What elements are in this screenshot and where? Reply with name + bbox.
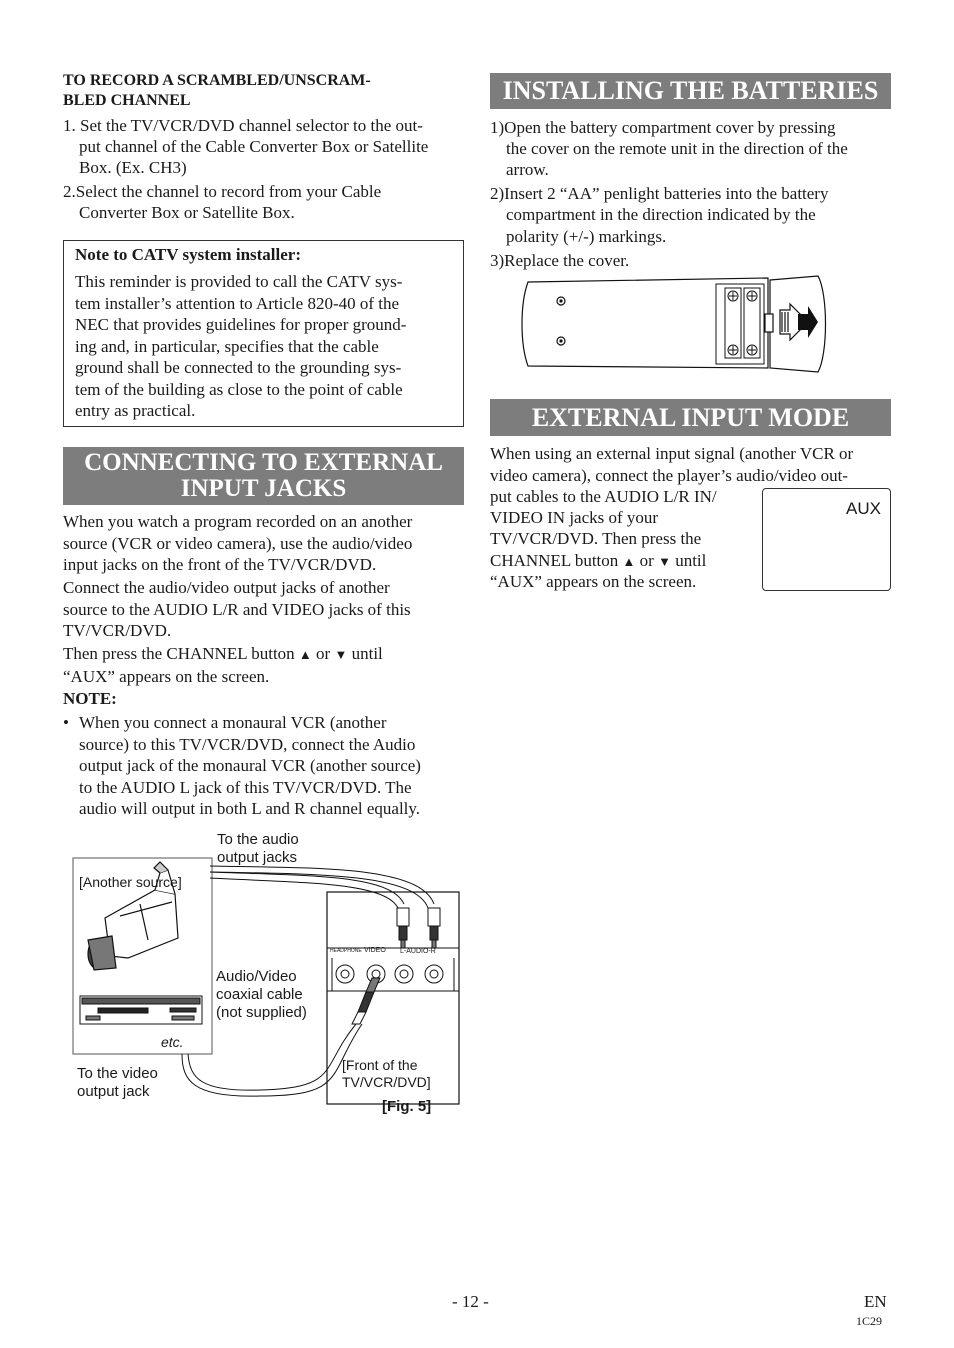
- connecting-para3: [63, 643, 383, 687]
- label-line: (not supplied): [216, 1004, 307, 1021]
- external-banner: EXTERNAL INPUT MODE: [490, 399, 891, 436]
- vcr-icon: [80, 996, 202, 1024]
- connecting-banner-line1: CONNECTING TO EXTERNAL: [84, 449, 443, 476]
- cable-label: [216, 968, 307, 1022]
- step1-line1: 1. Set the TV/VCR/DVD channel selector to the out-: [63, 116, 423, 135]
- catv-note-line: ing and, in particular, specifies that the cable: [75, 336, 379, 356]
- connecting-para2: [63, 577, 411, 642]
- label-line: coaxial cable: [216, 986, 303, 1003]
- ext-line1: When using an external input signal (another VCR or: [490, 444, 854, 463]
- remote-battery-figure: [518, 274, 828, 374]
- catv-note-line: tem installer’s attention to Article 820-40 of the: [75, 293, 400, 313]
- bullet-dot: •: [63, 713, 69, 732]
- page-number: - 12 -: [452, 1292, 489, 1311]
- bat1-line1: 1)Open the battery compartment cover by pressing: [490, 118, 836, 137]
- label-line: [Front of the: [342, 1057, 418, 1073]
- triangle-up-icon: ▲: [298, 647, 312, 662]
- scrambled-heading-line1: TO RECORD A SCRAMBLED/UNSCRAM-: [63, 72, 371, 89]
- aux-screen-text: AUX: [846, 499, 881, 518]
- document-code: 1C29: [856, 1314, 883, 1328]
- step2-line1: 2.Select the channel to record from your Cable: [63, 182, 382, 201]
- para-line: Connect the audio/video output jacks of another: [63, 578, 390, 597]
- triangle-down-icon: ▼: [658, 554, 671, 569]
- catv-note-line: NEC that provides guidelines for proper ground-: [75, 315, 407, 334]
- ext-line4: VIDEO IN jacks of your: [490, 508, 659, 527]
- label-line: TV/VCR/DVD]: [342, 1074, 431, 1090]
- jack-audio-l-icon: [395, 965, 413, 983]
- ext-text: until: [675, 551, 707, 570]
- bat2-line1: 2)Insert 2 “AA” penlight batteries into the battery: [490, 184, 829, 203]
- bat1-line3: arrow.: [506, 160, 549, 179]
- aux-screen-box: [762, 488, 891, 591]
- remote-battery-svg: [518, 274, 828, 374]
- scrambled-heading-line2: BLED CHANNEL: [63, 92, 191, 109]
- triangle-up-icon: ▲: [622, 554, 636, 569]
- ext-line5: TV/VCR/DVD. Then press the: [490, 529, 702, 548]
- catv-note-body: [75, 271, 406, 422]
- note-bullet-text: [79, 712, 421, 820]
- ext-line7: “AUX” appears on the screen.: [490, 572, 697, 591]
- jack-headphone-label: HEADPHONE: [330, 948, 362, 954]
- para3-text: or: [316, 644, 331, 663]
- bat2-line3: polarity (+/-) markings.: [506, 227, 667, 246]
- ext-line6: [490, 550, 706, 573]
- language-code: EN: [864, 1292, 887, 1311]
- fig5-diagram: [60, 828, 470, 1128]
- para3-line2: “AUX” appears on the screen.: [63, 666, 270, 686]
- catv-note-title: Note to CATV system installer:: [75, 245, 301, 264]
- note-line: audio will output in both L and R channel equally.: [79, 799, 421, 818]
- triangle-down-icon: ▼: [334, 647, 348, 662]
- jack-audio-r-icon: [425, 965, 443, 983]
- connecting-banner-line2: INPUT JACKS: [180, 475, 347, 502]
- note-line: to the AUDIO L jack of this TV/VCR/DVD. The: [79, 777, 412, 797]
- label-line: Audio/Video: [216, 968, 297, 985]
- jack-audio-label: L-AUDIO-R: [400, 948, 436, 955]
- catv-note-line: ground shall be connected to the grounding sys-: [75, 358, 402, 377]
- para-line: When you watch a program recorded on an another: [63, 512, 413, 531]
- batteries-banner: INSTALLING THE BATTERIES: [490, 73, 891, 109]
- note-line: When you connect a monaural VCR (another: [79, 713, 387, 732]
- note-line: output jack of the monaural VCR (another source): [79, 756, 421, 775]
- para-line: source (VCR or video camera), use the audio/video: [63, 533, 413, 553]
- note-line: source) to this TV/VCR/DVD, connect the Audio: [79, 734, 416, 754]
- bat1-line2: the cover on the remote unit in the direction of the: [506, 139, 848, 158]
- step1-line3: Box. (Ex. CH3): [79, 158, 187, 177]
- label-line: output jacks: [217, 849, 298, 866]
- audio-output-label: [217, 831, 299, 867]
- fig-label: [Fig. 5]: [382, 1098, 432, 1115]
- etc-label: etc.: [161, 1034, 184, 1050]
- catv-note-line: entry as practical.: [75, 401, 196, 420]
- catv-note-line: tem of the building as close to the point of cable: [75, 379, 403, 399]
- connecting-banner: [63, 447, 464, 505]
- para3-text: until: [351, 644, 383, 663]
- label-line: To the audio: [217, 831, 299, 848]
- jack-headphone-icon: [336, 965, 354, 983]
- jack-video-label: VIDEO: [364, 947, 386, 954]
- para3-text: Then press the CHANNEL button: [63, 644, 295, 663]
- ext-text: CHANNEL button: [490, 551, 619, 570]
- step1-line2: put channel of the Cable Converter Box or Satellite: [79, 137, 429, 156]
- ext-line2: video camera), connect the player’s audio/video out-: [490, 466, 848, 485]
- para-line: source to the AUDIO L/R and VIDEO jacks of this: [63, 599, 411, 619]
- ext-text: or: [639, 551, 654, 570]
- catv-note-line: This reminder is provided to call the CATV sys-: [75, 272, 403, 291]
- battery-compartment-icon: [716, 284, 764, 364]
- para3-line1: [63, 643, 383, 666]
- ext-line3: put cables to the AUDIO L/R IN/: [490, 487, 717, 506]
- label-line: output jack: [77, 1083, 150, 1100]
- label-line: To the video: [77, 1065, 158, 1082]
- bat2-line2: compartment in the direction indicated by the: [506, 205, 816, 224]
- connecting-para1: [63, 511, 412, 576]
- another-source-label: [Another source]: [79, 874, 182, 890]
- step2-line2: Converter Box or Satellite Box.: [79, 203, 295, 222]
- para-line: TV/VCR/DVD.: [63, 621, 172, 640]
- bat3-line: 3)Replace the cover.: [490, 251, 630, 270]
- para-line: input jacks on the front of the TV/VCR/DVD.: [63, 555, 377, 574]
- note-heading: NOTE:: [63, 689, 117, 708]
- tv-front-label: [342, 1057, 431, 1091]
- video-output-label: [77, 1065, 158, 1101]
- catv-note-box: [63, 240, 464, 427]
